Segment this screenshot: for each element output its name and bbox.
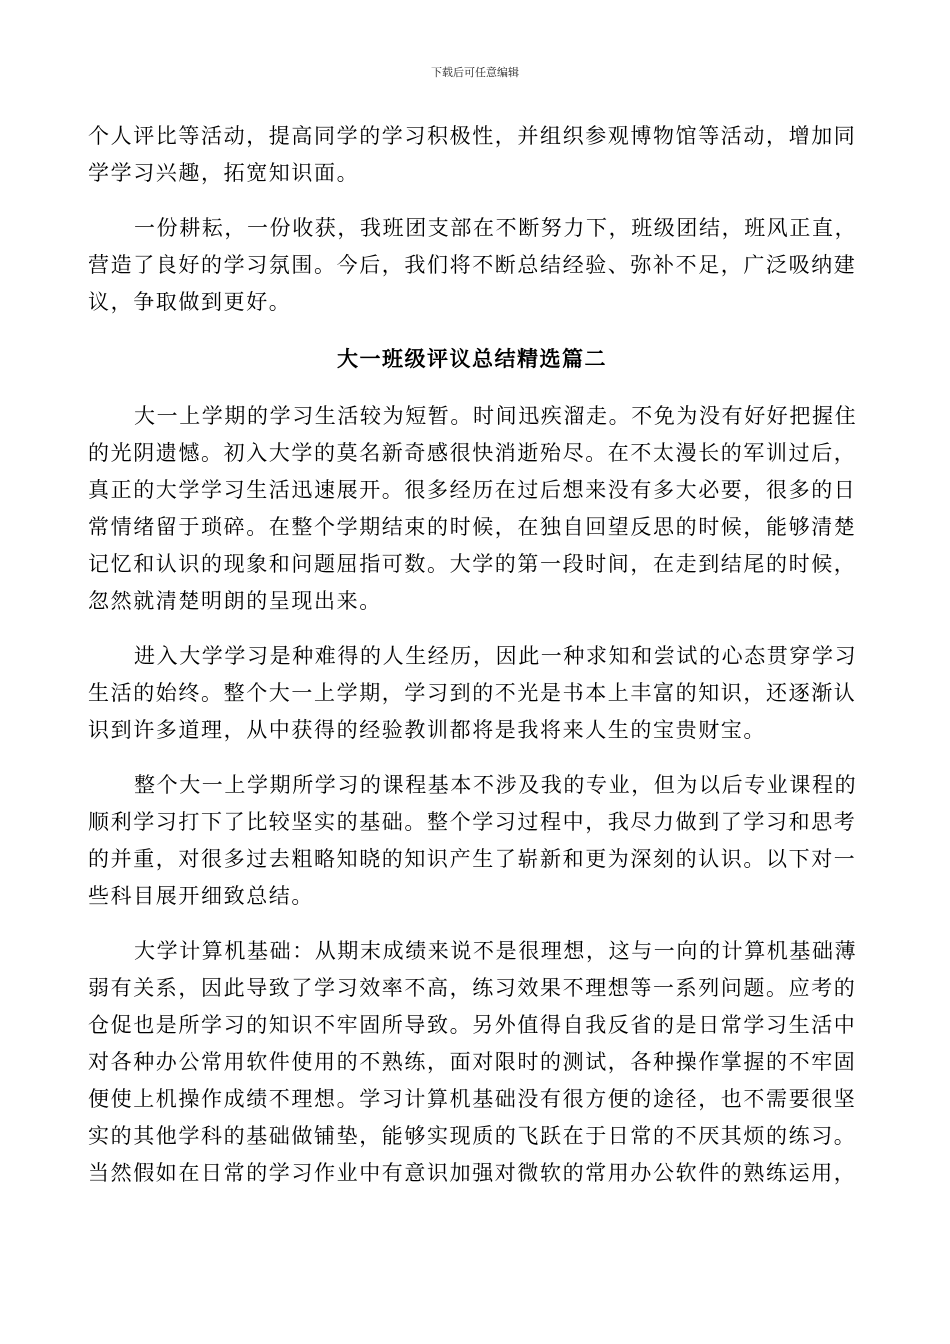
text-line: 整个大一上学期所学习的课程基本不涉及我的专业，但为以后专业课程的 <box>134 773 858 797</box>
text-line: 的并重，对很多过去粗略知晓的知识产生了崭新和更为深刻的认识。以下对一 <box>88 847 857 871</box>
text-line: 大一上学期的学习生活较为短暂。时间迅疾溜走。不免为没有好好把握住 <box>134 404 858 428</box>
paragraph-4 <box>88 638 856 749</box>
text-line: 的光阴遗憾。初入大学的莫名新奇感很快消逝殆尽。在不太漫长的军训过后， <box>88 441 857 465</box>
text-line: 一份耕耘，一份收获，我班团支部在不断努力下，班级团结，班风正直， <box>134 216 858 240</box>
text-line: 个人评比等活动，提高同学的学习积极性，并组织参观博物馆等活动，增加同 <box>88 124 857 148</box>
text-line: 便使上机操作成绩不理想。学习计算机基础没有很方便的途径，也不需要很坚 <box>88 1087 857 1111</box>
text-line: 弱有关系，因此导致了学习效率不高，练习效果不理想等一系列问题。应考的 <box>88 976 857 1000</box>
text-line: 对各种办公常用软件使用的不熟练，面对限时的测试，各种操作掌握的不牢固 <box>88 1050 857 1074</box>
text-line: 常情绪留于琐碎。在整个学期结束的时候，在独自回望反思的时候，能够清楚 <box>88 515 857 539</box>
text-line: 生活的始终。整个大一上学期，学习到的不光是书本上丰富的知识，还逐渐认 <box>88 681 857 705</box>
text-line: 学学习兴趣，拓宽知识面。 <box>88 161 360 185</box>
text-line: 议，争取做到更好。 <box>88 290 292 314</box>
section-heading: 大一班级评议总结精选篇二 <box>337 347 607 371</box>
text-line: 仓促也是所学习的知识不牢固所导致。另外值得自我反省的是日常学习生活中 <box>88 1013 857 1037</box>
text-line: 真正的大学学习生活迅速展开。很多经历在过后想来没有多大必要，很多的日 <box>88 478 857 502</box>
text-line: 顺利学习打下了比较坚实的基础。整个学习过程中，我尽力做到了学习和思考 <box>88 810 857 834</box>
text-line: 当然假如在日常的学习作业中有意识加强对微软的常用办公软件的熟练运用， <box>88 1161 857 1185</box>
document-body <box>88 118 856 1192</box>
text-line: 识到许多道理，从中获得的经验教训都将是我将来人生的宝贵财宝。 <box>88 718 766 742</box>
text-line: 记忆和认识的现象和问题屈指可数。大学的第一段时间，在走到结尾的时候， <box>88 552 857 576</box>
text-line: 大学计算机基础：从期末成绩来说不是很理想，这与一向的计算机基础薄 <box>134 939 858 963</box>
text-line: 营造了良好的学习氛围。今后，我们将不断总结经验、弥补不足，广泛吸纳建 <box>88 253 857 277</box>
paragraph-5 <box>88 767 856 915</box>
text-line: 实的其他学科的基础做铺垫，能够实现质的飞跃在于日常的不厌其烦的练习。 <box>88 1124 857 1148</box>
text-line: 进入大学学习是种难得的人生经历，因此一种求知和尝试的心态贯穿学习 <box>134 644 858 668</box>
paragraph-6 <box>88 933 856 1192</box>
paragraph-2 <box>88 210 856 321</box>
text-line: 些科目展开细致总结。 <box>88 884 314 908</box>
paragraph-1 <box>88 118 856 192</box>
text-line: 忽然就清楚明朗的呈现出来。 <box>88 589 382 613</box>
paragraph-3 <box>88 398 856 620</box>
page-header: 下载后可任意编辑 <box>431 66 519 79</box>
